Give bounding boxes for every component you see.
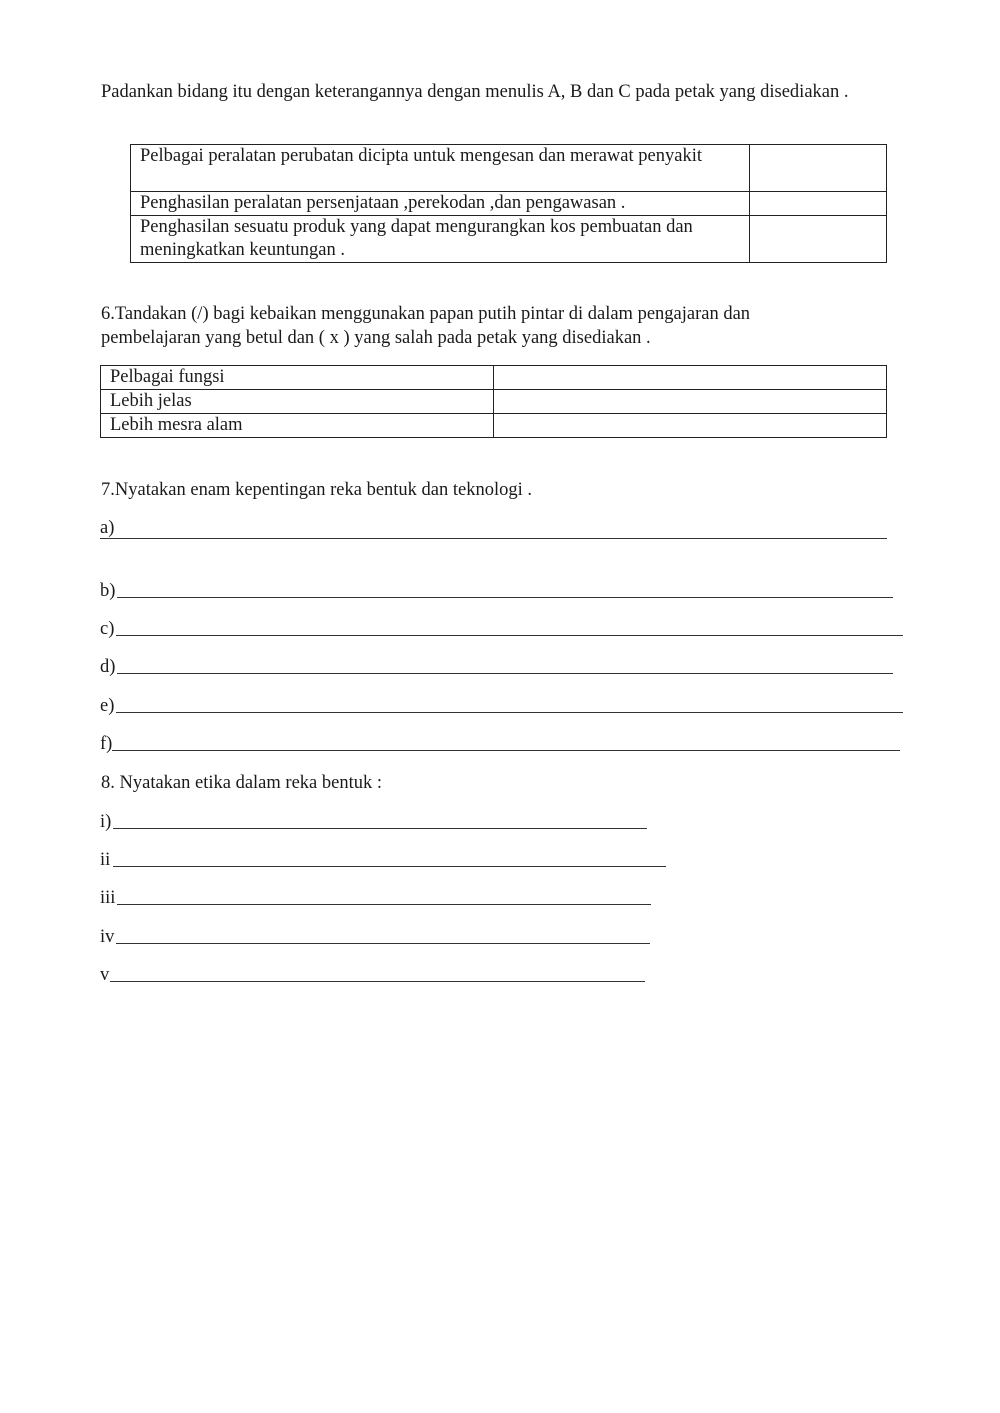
q8-item-label: i) (100, 812, 112, 832)
q7-item-label: d) (100, 657, 116, 677)
answer-line[interactable] (117, 673, 893, 674)
tick-label: Lebih mesra alam (101, 414, 494, 438)
table-row (101, 414, 887, 438)
table-row (131, 216, 887, 263)
q7-item-label: e) (100, 696, 115, 716)
q7-item-label: c) (100, 619, 115, 639)
answer-line[interactable] (116, 635, 903, 636)
answer-line[interactable] (117, 904, 651, 905)
q8-question: 8. Nyatakan etika dalam reka bentuk : (101, 773, 382, 793)
tick-label: Pelbagai fungsi (101, 366, 494, 390)
answer-box[interactable] (750, 145, 887, 192)
q8-item-label: iii (100, 888, 116, 908)
tick-label: Lebih jelas (101, 390, 494, 414)
table-row (131, 192, 887, 216)
q7-item-label: b) (100, 581, 116, 601)
answer-box[interactable] (750, 192, 887, 216)
match-description: Penghasilan peralatan persenjataan ,perekodan ,dan pengawasan . (131, 192, 750, 216)
match-description: Pelbagai peralatan perubatan dicipta untuk mengesan dan merawat penyakit (131, 145, 750, 192)
match-instruction: Padankan bidang itu dengan keterangannya dengan menulis A, B dan C pada petak yang disediakan . (101, 82, 849, 102)
table-row (101, 390, 887, 414)
q8-item-label: iv (100, 927, 115, 947)
q7-item-label: a) (100, 518, 115, 538)
q8-item-label: v (100, 965, 110, 985)
tick-table (100, 365, 887, 438)
table-row (131, 145, 887, 192)
answer-line[interactable] (116, 943, 650, 944)
tick-box[interactable] (494, 414, 887, 438)
answer-line[interactable] (116, 712, 903, 713)
q8-item-label: ii (100, 850, 111, 870)
answer-box[interactable] (750, 216, 887, 263)
answer-line[interactable] (113, 828, 647, 829)
answer-line[interactable] (112, 750, 900, 751)
answer-line[interactable] (117, 597, 893, 598)
q7-question: 7.Nyatakan enam kepentingan reka bentuk dan teknologi . (101, 480, 533, 500)
match-table (130, 144, 887, 263)
tick-box[interactable] (494, 366, 887, 390)
q6-question-line1: 6.Tandakan (/) bagi kebaikan menggunakan papan putih pintar di dalam pengajaran dan (101, 304, 751, 324)
q7-item-label: f) (100, 734, 113, 754)
answer-line[interactable] (110, 981, 645, 982)
table-row (101, 366, 887, 390)
tick-box[interactable] (494, 390, 887, 414)
answer-line[interactable] (113, 866, 666, 867)
q6-question-line2: pembelajaran yang betul dan ( x ) yang salah pada petak yang disediakan . (101, 328, 651, 348)
answer-line[interactable] (100, 538, 887, 539)
match-description: Penghasilan sesuatu produk yang dapat mengurangkan kos pembuatan dan meningkatkan keuntungan . (131, 216, 750, 263)
